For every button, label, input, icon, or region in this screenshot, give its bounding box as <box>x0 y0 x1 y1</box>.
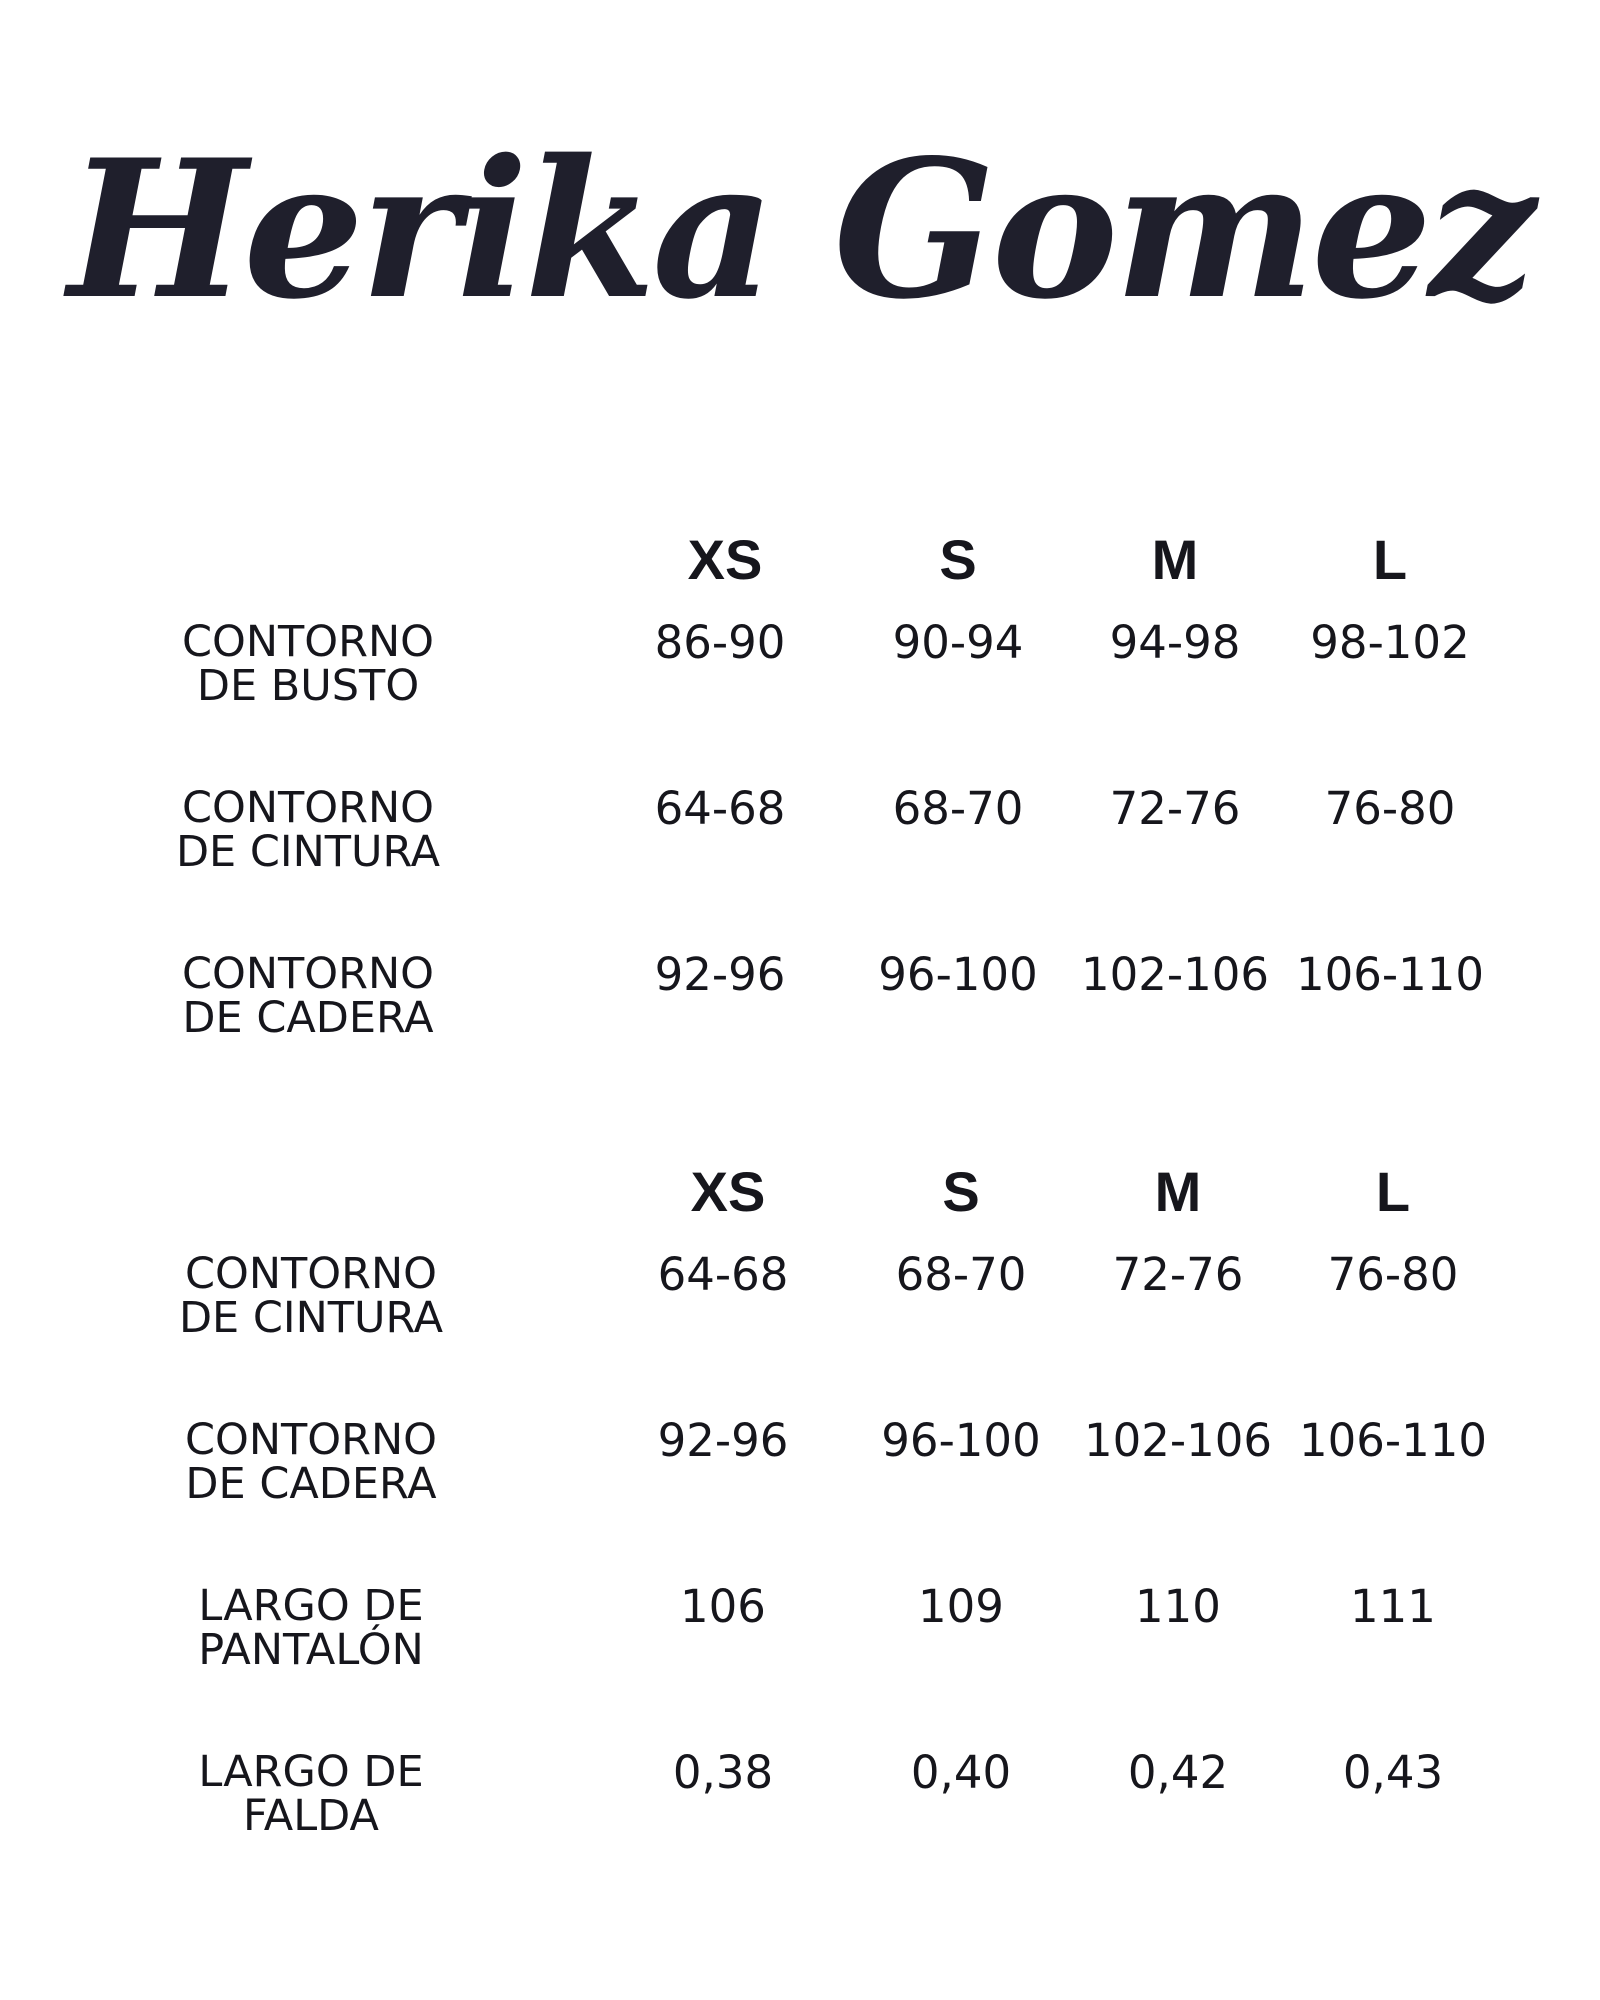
value-waist-l: 76-80 <box>1324 782 1456 835</box>
row-label-bust: CONTORNO DE BUSTO <box>181 617 435 711</box>
size-header-l: L <box>1372 528 1408 591</box>
row-label-waist: CONTORNO DE CINTURA <box>175 783 441 877</box>
value-bust-m: 94-98 <box>1109 616 1241 669</box>
value-bust-xs: 86-90 <box>654 616 786 669</box>
value-waist-m: 72-76 <box>1109 782 1241 835</box>
value-bust-s: 90-94 <box>892 616 1024 669</box>
value-hip-s: 96-100 <box>881 1414 1041 1467</box>
row-label-pant-length: LARGO DE PANTALÓN <box>198 1581 424 1675</box>
value-hip-s: 96-100 <box>878 948 1038 1001</box>
value-pant-m: 110 <box>1135 1580 1221 1633</box>
size-header-l: L <box>1375 1160 1411 1223</box>
size-header-xs: XS <box>690 1160 766 1223</box>
size-header-m: M <box>1154 1160 1202 1223</box>
value-waist-s: 68-70 <box>895 1248 1027 1301</box>
value-bust-l: 98-102 <box>1310 616 1470 669</box>
value-pant-xs: 106 <box>680 1580 766 1633</box>
value-skirt-l: 0,43 <box>1342 1746 1444 1799</box>
value-waist-s: 68-70 <box>892 782 1024 835</box>
brand-logo <box>0 80 1600 420</box>
brand-name: Herika Gomez <box>67 118 1533 341</box>
row-label-skirt-length: LARGO DE FALDA <box>198 1747 424 1841</box>
value-hip-xs: 92-96 <box>654 948 786 1001</box>
value-hip-xs: 92-96 <box>657 1414 789 1467</box>
value-waist-xs: 64-68 <box>657 1248 789 1301</box>
value-hip-m: 102-106 <box>1080 948 1270 1001</box>
value-pant-s: 109 <box>918 1580 1004 1633</box>
row-label-hip: CONTORNO DE CADERA <box>181 949 435 1043</box>
size-header-s: S <box>942 1160 980 1223</box>
size-header-xs: XS <box>687 528 763 591</box>
value-hip-l: 106-110 <box>1298 1414 1488 1467</box>
value-waist-l: 76-80 <box>1327 1248 1459 1301</box>
value-waist-m: 72-76 <box>1112 1248 1244 1301</box>
size-header-m: M <box>1151 528 1199 591</box>
value-waist-xs: 64-68 <box>654 782 786 835</box>
value-skirt-xs: 0,38 <box>672 1746 774 1799</box>
value-skirt-s: 0,40 <box>910 1746 1012 1799</box>
value-skirt-m: 0,42 <box>1127 1746 1229 1799</box>
value-hip-l: 106-110 <box>1295 948 1485 1001</box>
value-hip-m: 102-106 <box>1083 1414 1273 1467</box>
row-label-hip: CONTORNO DE CADERA <box>184 1415 438 1509</box>
value-pant-l: 111 <box>1350 1580 1436 1633</box>
size-header-s: S <box>939 528 977 591</box>
row-label-waist: CONTORNO DE CINTURA <box>178 1249 444 1343</box>
